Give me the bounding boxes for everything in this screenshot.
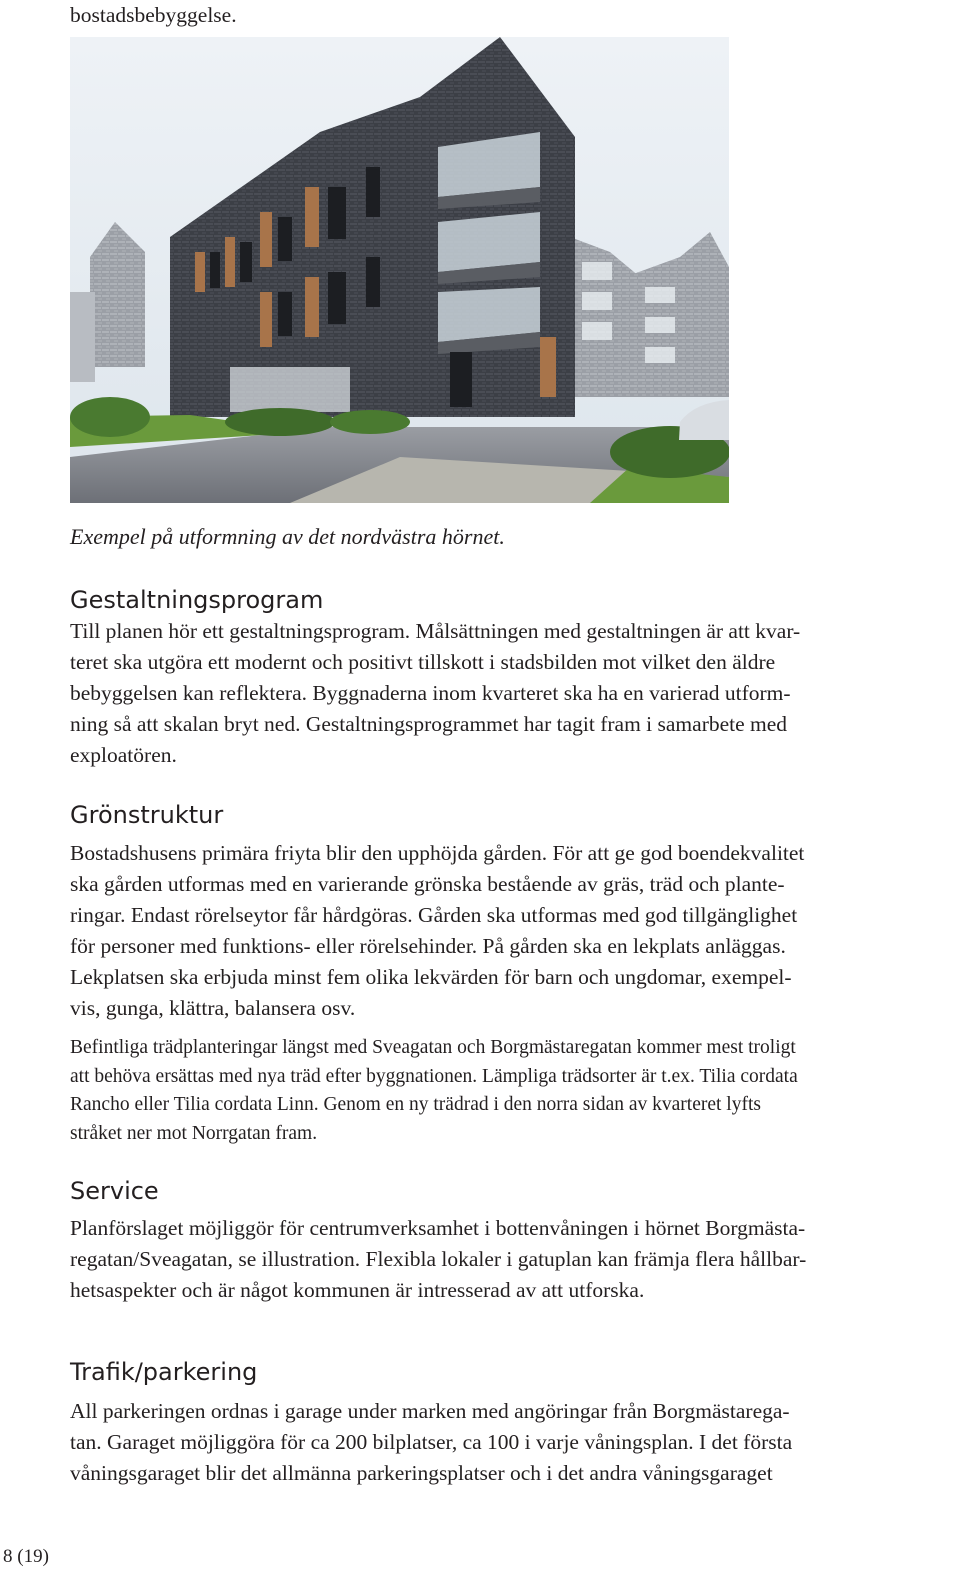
paragraph-trees xyxy=(70,1034,956,1148)
top-text: bostadsbebyggelse. xyxy=(70,3,237,27)
paragraph-trafik xyxy=(70,1396,956,1489)
paragraph-line: Planförslaget möjliggör för centrumverksamhet i bottenvåningen i hörnet Borgmästa- xyxy=(70,1216,806,1240)
paragraph-line: teret ska utgöra ett modernt och positivt tillskott i stadsbilden mot vilket den äldre xyxy=(70,650,776,674)
image-caption: Exempel på utformning av det nordvästra hörnet. xyxy=(70,524,505,549)
building-illustration xyxy=(70,37,729,503)
paragraph-line: All parkeringen ordnas i garage under marken med angöringar från Borgmästarega- xyxy=(70,1399,790,1423)
paragraph-line: Bostadshusens primära friyta blir den upphöjda gården. För att ge god boendekvalitet xyxy=(70,841,805,865)
paragraph-service xyxy=(70,1213,956,1306)
paragraph-gronstruktur xyxy=(70,838,956,1024)
paragraph-line: Lekplatsen ska erbjuda minst fem olika lekvärden för barn och ungdomar, exempel- xyxy=(70,965,792,989)
heading-service: Service xyxy=(70,1177,159,1205)
page-number: 8 (19) xyxy=(3,1546,49,1567)
paragraph-line: stråket ner mot Norrgatan fram. xyxy=(70,1122,318,1144)
building-photo xyxy=(70,37,729,503)
paragraph-line: bebyggelsen kan reflektera. Byggnaderna inom kvarteret ska ha en varierad utform- xyxy=(70,681,791,705)
paragraph-line: exploatören. xyxy=(70,743,177,767)
paragraph-line: tan. Garaget möjliggöra för ca 200 bilplatser, ca 100 i varje våningsplan. I det första xyxy=(70,1430,793,1454)
paragraph-line: Till planen hör ett gestaltningsprogram. Målsättningen med gestaltningen är att kvar- xyxy=(70,619,801,643)
heading-trafik: Trafik/parkering xyxy=(70,1358,258,1386)
paragraph-line: ringar. Endast rörelseytor får hårdgöras. Gården ska utformas med god tillgänglighet xyxy=(70,903,798,927)
paragraph-line: att behöva ersättas med nya träd efter byggnationen. Lämpliga trädsorter är t.ex. Tilia cordata xyxy=(70,1065,798,1087)
paragraph-line: våningsgaraget blir det allmänna parkeringsplatser och i det andra våningsgaraget xyxy=(70,1461,773,1485)
paragraph-line: för personer med funktions- eller rörelsehinder. På gården ska en lekplats anläggas. xyxy=(70,934,786,958)
paragraph-line: ska gården utformas med en varierande grönska bestående av gräs, träd och plante- xyxy=(70,872,785,896)
heading-gestaltningsprogram: Gestaltningsprogram xyxy=(70,586,324,614)
paragraph-line: Befintliga trädplanteringar längst med Sveagatan och Borgmästaregatan kommer mest troligt xyxy=(70,1037,796,1058)
heading-gronstruktur: Grönstruktur xyxy=(70,801,224,829)
paragraph-line: Rancho eller Tilia cordata Linn. Genom en ny trädrad i den norra sidan av kvarteret lyfts xyxy=(70,1094,761,1115)
paragraph-line: hetsaspekter och är något kommunen är intresserad av att utforska. xyxy=(70,1278,645,1302)
paragraph-line: vis, gunga, klättra, balansera osv. xyxy=(70,996,356,1020)
paragraph-gestaltningsprogram xyxy=(70,616,956,771)
paragraph-line: ning så att skalan bryt ned. Gestaltningsprogrammet har tagit fram i samarbete med xyxy=(70,712,788,736)
paragraph-line: regatan/Sveagatan, se illustration. Flexibla lokaler i gatuplan kan främja flera hållbar- xyxy=(70,1247,807,1271)
